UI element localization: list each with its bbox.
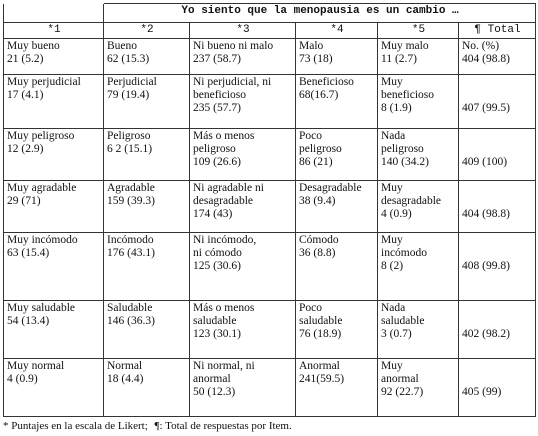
cell-line: 17 (4.1): [7, 89, 44, 101]
total-cell: [459, 75, 536, 129]
cell-line: ni cómodo: [193, 247, 242, 259]
header-row: [4, 23, 536, 39]
table-cell: [296, 301, 378, 359]
cell-line: 109 (26.6): [193, 156, 241, 168]
cell-line: Ni bueno ni malo: [193, 40, 274, 52]
table-cell: [104, 233, 190, 301]
cell-line: Bueno: [107, 40, 138, 52]
cell-line: 125 (30.6): [193, 260, 241, 272]
table-cell: [104, 301, 190, 359]
cell-line: Agradable: [107, 182, 155, 194]
table-cell: [378, 233, 459, 301]
cell-line: 4 (0.9): [381, 208, 412, 220]
cell-line: 62 (15.3): [107, 53, 150, 65]
header-cell-3: *3: [190, 23, 296, 39]
cell-line: incómodo: [381, 247, 427, 259]
table-cell: [190, 39, 296, 75]
cell-line: 68(16.7): [299, 89, 339, 101]
table-row: [4, 359, 536, 417]
footnote-total: ¶: Total de respuestas por Item.: [154, 420, 292, 432]
cell-line: 11 (2.7): [381, 53, 417, 65]
cell-line: Malo: [299, 40, 324, 52]
table-row: [4, 181, 536, 233]
table-cell: [190, 301, 296, 359]
cell-line: 176 (43.1): [107, 247, 155, 259]
cell-line: 123 (30.1): [193, 328, 241, 340]
cell-line: peligroso: [381, 143, 424, 155]
cell-line: 29 (71): [7, 195, 41, 207]
likert-table: [3, 3, 536, 417]
total-cell: [459, 181, 536, 233]
cell-line: 38 (9.4): [299, 195, 336, 207]
cell-line: 8 (1.9): [381, 102, 412, 114]
table-cell: [378, 129, 459, 181]
cell-line: Poco: [299, 302, 322, 314]
footnote-likert: * Puntajes en la escala de Likert;: [3, 420, 148, 432]
cell-line: 405 (99): [462, 386, 502, 398]
cell-line: anormal: [381, 373, 419, 385]
cell-line: 235 (57.7): [193, 102, 241, 114]
cell-line: 76 (18.9): [299, 328, 342, 340]
cell-line: Muy incómodo: [7, 234, 78, 246]
cell-line: Beneficioso: [299, 76, 354, 88]
cell-line: Muy perjudicial: [7, 76, 81, 88]
cell-line: 404 (98.8): [462, 53, 510, 65]
cell-line: 3 (0.7): [381, 328, 412, 340]
cell-line: Ni normal, ni: [193, 360, 255, 372]
cell-line: peligroso: [193, 143, 236, 155]
title-row: [4, 4, 536, 23]
cell-line: Más o menos: [193, 302, 255, 314]
cell-line: desagradable: [381, 195, 442, 207]
total-cell: [459, 359, 536, 417]
header-cell-5: *5: [378, 23, 459, 39]
cell-line: 18 (4.4): [107, 373, 144, 385]
table-cell: [190, 129, 296, 181]
table-row: [4, 75, 536, 129]
cell-line: 146 (36.3): [107, 315, 155, 327]
cell-line: 174 (43): [193, 208, 233, 220]
cell-line: Poco: [299, 130, 322, 142]
cell-line: 63 (15.4): [7, 247, 50, 259]
total-cell: [459, 301, 536, 359]
cell-line: [462, 130, 533, 143]
cell-line: Muy: [381, 182, 403, 194]
table-cell: [4, 39, 104, 75]
cell-line: 159 (39.3): [107, 195, 155, 207]
cell-line: saludable: [381, 315, 425, 327]
cell-line: Muy: [381, 76, 403, 88]
cell-line: No. (%): [462, 40, 500, 52]
cell-line: [462, 76, 533, 89]
table-cell: [378, 181, 459, 233]
cell-line: 92 (22.7): [381, 386, 424, 398]
table-cell: [378, 301, 459, 359]
cell-line: Muy: [381, 360, 403, 372]
cell-line: Muy bueno: [7, 40, 60, 52]
cell-line: 404 (98.8): [462, 208, 510, 220]
likert-table-document: [3, 3, 535, 432]
cell-line: Normal: [107, 360, 143, 372]
table-row: [4, 233, 536, 301]
cell-line: beneficioso: [381, 89, 435, 101]
cell-line: 407 (99.5): [462, 102, 510, 114]
header-cell-total: ¶ Total: [459, 23, 536, 39]
cell-line: Ni incómodo,: [193, 234, 257, 246]
cell-line: desagradable: [193, 195, 254, 207]
cell-line: Anormal: [299, 360, 340, 372]
cell-line: 140 (34.2): [381, 156, 429, 168]
table-body: [4, 39, 536, 417]
cell-line: anormal: [193, 373, 231, 385]
table-cell: [4, 75, 104, 129]
table-cell: [190, 181, 296, 233]
cell-line: Más o menos: [193, 130, 255, 142]
table-row: [4, 39, 536, 75]
table-cell: [296, 233, 378, 301]
cell-line: Nada: [381, 130, 406, 142]
cell-line: Muy: [381, 234, 403, 246]
cell-line: 73 (18): [299, 53, 333, 65]
table-cell: [378, 359, 459, 417]
cell-line: Muy malo: [381, 40, 429, 52]
table-cell: [104, 359, 190, 417]
table-cell: [190, 75, 296, 129]
cell-line: 4 (0.9): [7, 373, 38, 385]
cell-line: [462, 195, 533, 208]
table-cell: [378, 39, 459, 75]
cell-line: 237 (58.7): [193, 53, 241, 65]
cell-line: 86 (21): [299, 156, 333, 168]
cell-line: [462, 247, 533, 260]
cell-line: Saludable: [107, 302, 153, 314]
cell-line: 50 (12.3): [193, 386, 236, 398]
cell-line: saludable: [299, 315, 343, 327]
table-cell: [104, 129, 190, 181]
cell-line: Nada: [381, 302, 406, 314]
table-cell: [296, 75, 378, 129]
footnote: [3, 420, 535, 432]
cell-line: beneficioso: [193, 89, 247, 101]
cell-line: [462, 143, 533, 156]
header-cell-1: *1: [4, 23, 104, 39]
cell-line: 241(59.5): [299, 373, 345, 385]
cell-line: Muy agradable: [7, 182, 77, 194]
cell-line: 409 (100): [462, 156, 508, 168]
cell-line: [462, 234, 533, 247]
cell-line: Muy saludable: [7, 302, 76, 314]
table-cell: [4, 359, 104, 417]
table-cell: [4, 301, 104, 359]
table-cell: [296, 39, 378, 75]
table-cell: [378, 75, 459, 129]
table-row: [4, 129, 536, 181]
cell-line: Incómodo: [107, 234, 154, 246]
total-cell: [459, 39, 536, 75]
cell-line: 79 (19.4): [107, 89, 150, 101]
cell-line: Ni agradable ni: [193, 182, 264, 194]
cell-line: Ni perjudicial, ni: [193, 76, 272, 88]
cell-line: 12 (2.9): [7, 143, 44, 155]
table-cell: [104, 181, 190, 233]
table-cell: [190, 359, 296, 417]
table-cell: [296, 181, 378, 233]
cell-line: [462, 315, 533, 328]
table-cell: [190, 233, 296, 301]
cell-line: 6 2 (15.1): [107, 143, 153, 155]
cell-line: 36 (8.8): [299, 247, 336, 259]
table-row: [4, 301, 536, 359]
table-cell: [4, 181, 104, 233]
cell-line: Perjudicial: [107, 76, 157, 88]
table-title: Yo siento que la menopausia es un cambio …: [104, 4, 536, 23]
cell-line: 54 (13.4): [7, 315, 50, 327]
cell-line: Cómodo: [299, 234, 339, 246]
cell-line: 8 (2): [381, 260, 404, 272]
cell-line: [462, 360, 533, 373]
table-cell: [104, 75, 190, 129]
header-cell-2: *2: [104, 23, 190, 39]
cell-line: [462, 302, 533, 315]
cell-line: Desagradable: [299, 182, 362, 194]
table-cell: [4, 129, 104, 181]
cell-line: peligroso: [299, 143, 342, 155]
header-cell-4: *4: [296, 23, 378, 39]
table-cell: [4, 233, 104, 301]
table-cell: [104, 39, 190, 75]
cell-line: Muy peligroso: [7, 130, 75, 142]
cell-line: saludable: [193, 315, 237, 327]
cell-line: 21 (5.2): [7, 53, 44, 65]
cell-line: 408 (99.8): [462, 260, 510, 272]
cell-line: Peligroso: [107, 130, 151, 142]
cell-line: 402 (98.2): [462, 328, 510, 340]
table-cell: [296, 129, 378, 181]
total-cell: [459, 129, 536, 181]
cell-line: [462, 373, 533, 386]
cell-line: [462, 182, 533, 195]
table-cell: [296, 359, 378, 417]
cell-line: Muy normal: [7, 360, 65, 372]
cell-line: [462, 89, 533, 102]
total-cell: [459, 233, 536, 301]
